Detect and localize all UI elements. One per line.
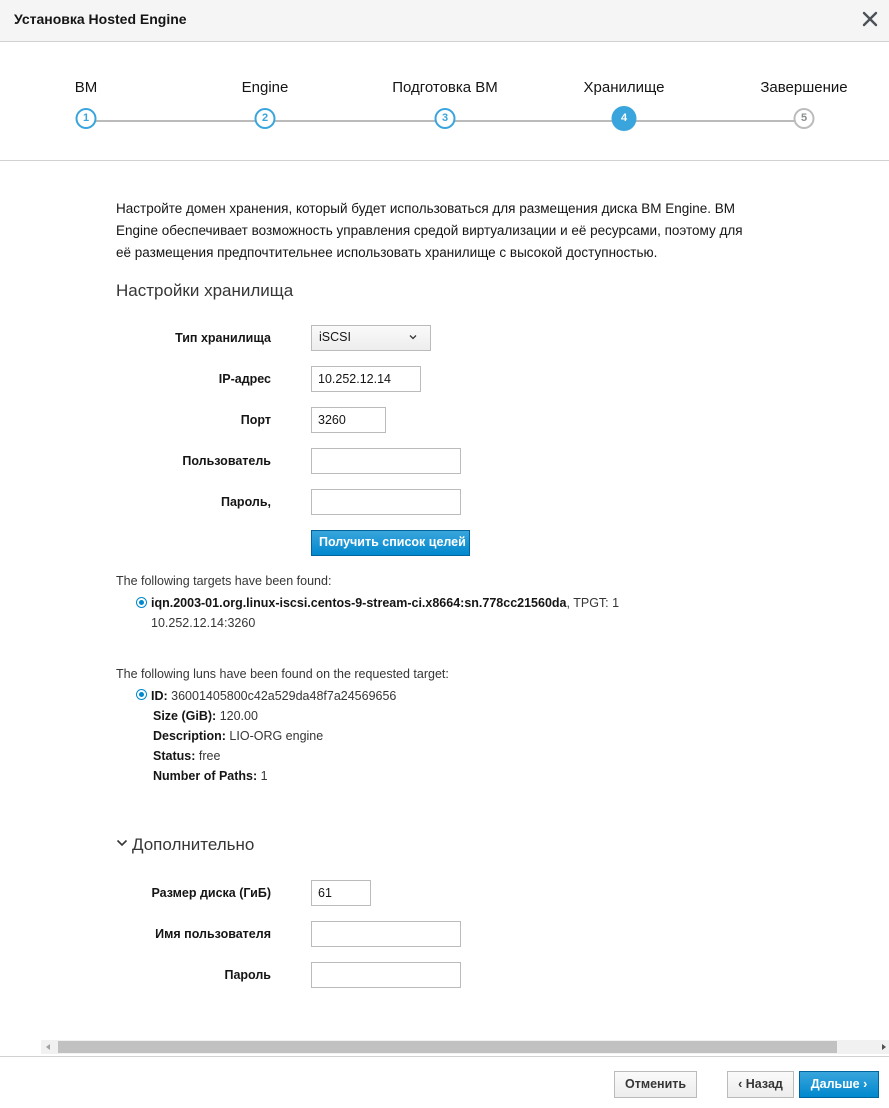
lun-description-label: Description: [153, 729, 226, 743]
step-5-circle: 5 [794, 108, 815, 129]
intro-line: Настройте домен хранения, который будет использоваться для размещения диска ВМ Engine. ВМ [116, 201, 736, 216]
lun-size [153, 709, 258, 723]
user-input[interactable] [311, 448, 461, 474]
engine-username-input[interactable] [311, 921, 461, 947]
step-1-circle[interactable]: 1 [76, 108, 97, 129]
lun-size-label: Size (GiB): [153, 709, 217, 723]
next-button-label: Дальше [810, 1077, 860, 1091]
intro-text [116, 198, 786, 264]
lun-status-value: free [198, 749, 221, 763]
engine-username-label: Имя пользователя [155, 927, 271, 941]
password-label: Пароль, [221, 495, 271, 509]
cancel-button[interactable]: Отменить [614, 1071, 697, 1098]
lun-paths [153, 769, 268, 783]
scroll-left-icon[interactable] [44, 1043, 52, 1051]
disk-size-label: Размер диска (ГиБ) [151, 886, 271, 900]
step-3-circle[interactable]: 3 [435, 108, 456, 129]
ip-address-label: IP-адрес [218, 372, 271, 386]
advanced-toggle[interactable] [116, 835, 254, 855]
storage-type-value: iSCSI [319, 330, 351, 344]
lun-description [153, 729, 323, 743]
lun-status [153, 749, 220, 763]
lun-paths-label: Number of Paths: [153, 769, 258, 783]
target-radio[interactable] [136, 597, 147, 608]
port-input[interactable]: 3260 [311, 407, 386, 433]
lun-description-value: LIO-ORG engine [229, 729, 324, 743]
storage-section-title: Настройки хранилища [116, 281, 294, 300]
storage-type-label: Тип хранилища [175, 331, 271, 345]
engine-password-label: Пароль [224, 968, 271, 982]
port-label: Порт [240, 413, 271, 427]
target-tpgt: , TPGT: 1 [566, 596, 620, 610]
back-button-label: Назад [745, 1077, 783, 1091]
step-label-engine: Engine [241, 79, 289, 96]
step-label-finish: Завершение [760, 79, 848, 96]
lun-id-value: 36001405800c42a529da48f7a24569656 [171, 689, 397, 703]
disk-size-input[interactable]: 61 [311, 880, 371, 906]
engine-password-input[interactable] [311, 962, 461, 988]
luns-heading: The following luns have been found on the requested target: [116, 667, 449, 681]
fetch-targets-button[interactable]: Получить список целей [311, 530, 470, 556]
targets-heading: The following targets have been found: [116, 574, 332, 588]
chevron-left-icon: ‹ [738, 1077, 743, 1091]
scroll-right-icon[interactable] [880, 1043, 888, 1051]
user-label: Пользователь [182, 454, 271, 468]
lun-size-value: 120.00 [219, 709, 258, 723]
lun-status-label: Status: [153, 749, 196, 763]
step-2-circle[interactable]: 2 [255, 108, 276, 129]
advanced-toggle-label: Дополнительно [132, 835, 255, 854]
dialog-title: Установка Hosted Engine [14, 11, 187, 27]
step-label-vm: ВМ [74, 79, 98, 96]
lun-id [151, 689, 396, 703]
lun-paths-value: 1 [260, 769, 268, 783]
chevron-right-icon: › [863, 1077, 868, 1091]
storage-type-select[interactable] [311, 325, 431, 351]
footer-divider [0, 1056, 889, 1057]
step-4-circle: 4 [612, 106, 637, 131]
next-button[interactable] [799, 1071, 879, 1098]
lun-radio[interactable] [136, 689, 147, 700]
password-input[interactable] [311, 489, 461, 515]
scrollbar-thumb[interactable] [58, 1041, 837, 1053]
chevron-down-icon [116, 838, 128, 848]
stepper-divider [0, 160, 889, 161]
step-label-vm-prep: Подготовка ВМ [392, 79, 498, 96]
step-label-storage: Хранилище [583, 79, 665, 96]
intro-line: Engine обеспечивает возможность управления средой виртуализации и её ресурсами, поэтому для [116, 223, 743, 238]
lun-id-label: ID: [151, 689, 168, 703]
target-iqn: iqn.2003-01.org.linux-iscsi.centos-9-stream-ci.x8664:sn.778cc21560da [151, 596, 567, 610]
intro-line: её размещения предпочтительнее использовать хранилище с высокой доступностью. [116, 245, 658, 260]
close-icon[interactable] [861, 10, 879, 28]
chevron-down-icon [408, 332, 418, 342]
back-button[interactable] [727, 1071, 794, 1098]
target-portal: 10.252.12.14:3260 [151, 616, 256, 630]
ip-address-input[interactable]: 10.252.12.14 [311, 366, 421, 392]
target-item [151, 596, 619, 610]
